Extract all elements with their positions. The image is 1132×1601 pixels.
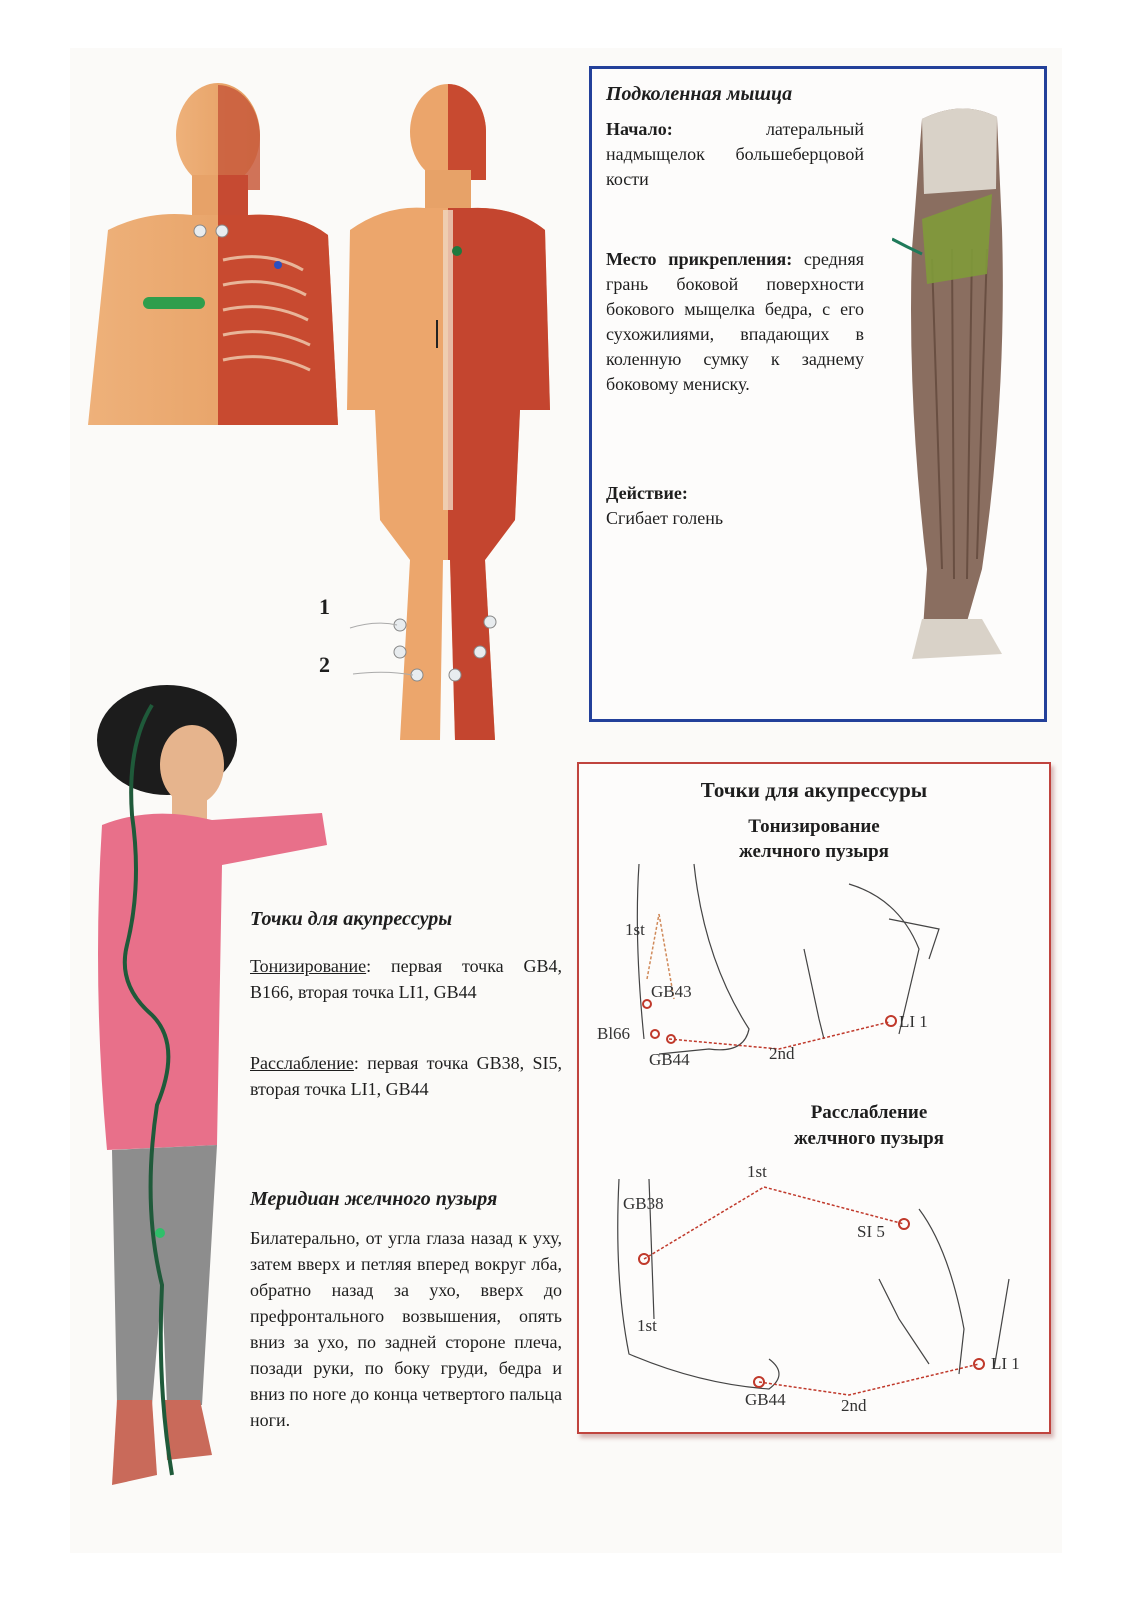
figure-label-2: 2	[319, 652, 330, 677]
relax-heading-2: желчного пузыря	[794, 1128, 944, 1149]
tonify-diagram	[599, 859, 1039, 1079]
left-tonify-text: : первая точка GB4, B166, вторая точка LI1, GB44	[250, 956, 562, 1002]
tonify-label-1st: 1st	[625, 920, 645, 939]
tonify-label-bl66: Bl66	[597, 1024, 631, 1043]
insertion-text: средняя грань боковой поверхности бокового мыщелка бедра, с его сухожилиями, впадающих в коленную сумку к заднему боковому мениску.	[606, 249, 864, 394]
left-relax-label: Расслабление	[250, 1053, 354, 1073]
relax-label-2nd: 2nd	[841, 1396, 867, 1415]
relax-label-li1: LI 1	[991, 1354, 1020, 1373]
leg-muscle-illustration	[892, 99, 1032, 659]
tonify-label-gb44: GB44	[649, 1050, 690, 1069]
relax-label-1st-foot: 1st	[637, 1316, 657, 1335]
relax-label-gb38: GB38	[623, 1194, 664, 1213]
left-relax-text: : первая точка GB38, SI5, вторая точка LI1, GB44	[250, 1053, 562, 1099]
meridian-text: Билатерально, от угла глаза назад к уху, затем вверх и петляя вперед вокруг лба, обратно назад за ухо, вверх до префронтального возвышения, опять вниз за ухо, по задней стороне плеча, позади руки, по боку груди, бедра и вниз по ноге до конца четвертого пальца ноги.	[250, 1228, 562, 1430]
tonify-label-li1: LI 1	[899, 1012, 928, 1031]
insertion-label: Место прикрепления:	[606, 249, 793, 269]
action-block	[606, 481, 864, 531]
origin-label: Начало:	[606, 119, 673, 139]
origin-text: латеральный надмыщелок большеберцовой кости	[606, 119, 864, 189]
origin-block	[606, 117, 864, 192]
relax-label-si5: SI 5	[857, 1222, 885, 1241]
relax-label-gb44: GB44	[745, 1390, 786, 1409]
left-points-title: Точки для акупрессуры	[250, 908, 453, 930]
relax-heading-1: Расслабление	[810, 1102, 928, 1123]
figure-label-1: 1	[319, 594, 330, 619]
muscle-info-box	[589, 66, 1047, 722]
acupressure-box	[577, 762, 1051, 1434]
action-text: Сгибает голень	[606, 508, 724, 528]
relax-label-1st-top: 1st	[747, 1162, 767, 1181]
left-tonify-paragraph	[250, 953, 562, 1005]
insertion-block	[606, 247, 864, 397]
meridian-title: Меридиан желчного пузыря	[250, 1188, 498, 1210]
tonify-label-gb43: GB43	[651, 982, 692, 1001]
acu-box-title: Точки для акупрессуры	[700, 778, 928, 802]
tonify-heading-1: Тонизирование	[748, 816, 880, 837]
back-body-illustration	[345, 80, 555, 740]
tonify-heading-2: желчного пузыря	[739, 841, 889, 862]
left-relax-paragraph	[250, 1050, 562, 1102]
relax-diagram	[599, 1159, 1039, 1404]
action-label: Действие:	[606, 483, 688, 503]
muscle-title: Подколенная мышца	[606, 83, 793, 105]
left-tonify-label: Тонизирование	[250, 956, 367, 976]
tonify-label-2nd: 2nd	[769, 1044, 795, 1063]
front-torso-illustration	[88, 80, 338, 425]
